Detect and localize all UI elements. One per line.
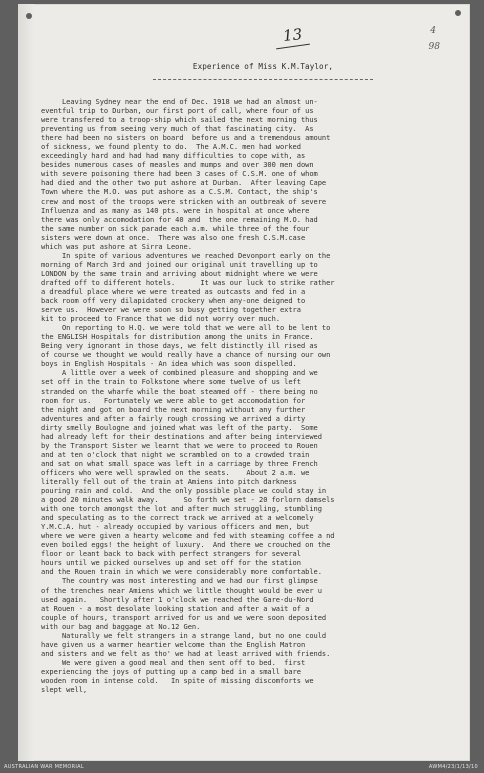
body-line: wooden room in intense cold. In spite of missing discomforts we [41,676,314,685]
footer-reference-code: AWM4/23/1/13/10 [428,764,478,770]
body-line: with our bag and baggage at No.12 Gen. [41,621,201,631]
body-line: stranded on the wharfe while the boat steamed off - there being no [41,386,318,396]
handwritten-underline [276,44,310,50]
body-line: used again. Shortly after 1 o'clock we reached the Gare-du-Nord [41,594,314,604]
body-line: morning of March 3rd and joined our original unit travelling up to [41,259,318,269]
body-line: Leaving Sydney near the end of Dec. 1918 we had an almost un- [41,97,318,106]
body-line: and the Rouen train in which we were considerably more comfortable. [41,567,322,577]
body-line: Influenza and as many as 140 pts. were in hospital at once where [41,205,310,215]
body-line: serve us. However we were soon so busy getting together extra [41,305,301,315]
body-line: We were given a good meal and then sent off to bed. first [41,657,306,667]
body-line: slept well, [41,685,88,695]
body-line: there had been no sisters on board before us and a tremendous amount [41,133,331,143]
body-line: kit to proceed to France that we did not worry over much. [41,314,280,324]
body-line: eventful trip to Durban, our first port of call, where four of us [41,106,314,116]
body-line: had died and the other two put ashore at Durban. After leaving Cape [41,178,327,188]
body-line: boys in English Hospitals - An idea which was soon dispelled. [41,359,297,369]
body-line: back room off very dilapidated crockery when any-one deigned to [41,296,306,306]
body-line: Town where the M.O. was put ashore as a C.S.M. Contact, the ship's [41,187,318,197]
body-line: the night and got on board the next morning without any further [41,404,306,414]
page-fold-shadow [18,4,34,761]
body-line: couple of hours, transport arrived for us and we were soon deposited [41,612,327,622]
body-line: were transfered to a troop-ship which sailed the next morning thus [41,115,318,125]
body-line: had already left for their destinations and after being interviewed [41,431,322,441]
body-line: experiencing the joys of putting up a camp bed in a small bare [41,666,301,676]
body-line: the ENGLISH Hospitals for distribution among the units in France. [41,332,314,342]
body-line: exceedingly hard and had had many difficulties to cope with, as [41,151,306,161]
folio-number-bottom: 98 [428,42,440,52]
handwritten-page-number: 13 [282,25,303,45]
body-line: Being very ignorant in those days, we felt distinctly ill rised as [41,341,318,351]
body-line: room for us. Fortunately we were able to get accomodation for [41,395,306,405]
body-line: a good 20 minutes walk away. So forth we set - 20 forlorn damsels [41,495,335,505]
title-underline [153,79,373,80]
body-line: at Rouen - a most desolate looking station and after a wait of a [41,603,310,613]
body-line: and sisters and we felt as tho' we had at least arrived with friends. [41,648,331,658]
typed-body-text [41,97,461,694]
body-line: A little over a week of combined pleasure and shopping and we [41,368,318,378]
body-line: of the trenches near Amiens which we little thought would be ever u [41,585,322,595]
body-line: even boiled eggs! the height of luxury. And there we crouched on the [41,540,331,550]
folio-number-top: 4 [430,26,436,36]
body-line: and sat on what small space was left in a carriage by three French [41,458,318,468]
document-title: Experience of Miss K.M.Taylor, [192,62,334,71]
body-line: On reporting to H.Q. we were told that we were all to be lent to [41,323,331,333]
footer-archive-name: AUSTRALIAN WAR MEMORIAL [4,764,84,770]
body-line: drafted off to different hotels. It was our luck to strike rather [41,277,335,287]
body-line: floor or leant back to back with perfect strangers for several [41,549,301,559]
body-line: by the Transport Sister we learnt that we were to proceed to Rouen [41,440,318,450]
body-line: LONDON by the same train and arriving about midnight where we were [41,268,318,278]
body-line: Naturally we felt strangers in a strange land, but no one could [41,630,327,640]
body-line: with severe poisoning there had been 3 cases of C.S.M. one of whom [41,169,318,179]
body-line: crew and most of the troops were stricken with an outbreak of severe [41,196,327,206]
body-line: hours until we picked ourselves up and set off for the station [41,558,301,568]
body-line: In spite of various adventures we reached Devonport early on the [41,250,331,260]
body-line: Y.M.C.A. hut - already occupied by various officers and men, but [41,522,310,532]
body-line: have given us a warmer heartier welcome than the English Matron [41,639,306,649]
body-line: a dreadful place where we were treated as outcasts and fed in a [41,286,306,296]
body-line: pouring rain and cold. And the only possible place we could stay in [41,486,327,496]
body-line: The country was most interesting and we had our first glimpse [41,576,318,586]
body-line: dirty smelly Boulogne and joined what was left of the party. Some [41,422,318,432]
body-line: set off in the train to Folkstone where some twelve of us left [41,377,301,387]
punch-hole [455,10,461,16]
body-line: with one torch amongst the lot and after much struggling, stumbling [41,504,322,514]
body-line: officers who were well sprawled on the seats. About 2 a.m. we [41,467,310,477]
body-line: and speculating as to the correct track we arrived at a welcomely [41,513,314,523]
body-line: which was put ashore at Sirra Leone. [41,241,192,251]
body-line: of sickness, we found plenty to do. The A.M.C. men had worked [41,142,301,152]
body-line: besides numerous cases of measles and mumps and over 300 men down [41,160,314,170]
body-line: and at ten o'clock that night we scrambled on to a crowded train [41,449,310,459]
body-line: adventures and after a fairly rough crossing we arrived a dirty [41,413,306,423]
body-line: preventing us from seeing very much of that fascinating city. As [41,124,314,134]
punch-hole [26,13,32,19]
body-line: where we were given a hearty welcome and fed with steaming coffee a nd [41,531,335,541]
body-line: literally fell out of the train at Amiens into pitch darkness [41,476,297,486]
body-line: sisters were down at once. There was also one fresh C.S.M.case [41,232,306,242]
body-line: there was only accomodation for 40 and the one remaining M.O. had [41,214,318,224]
body-line: the same number on sick parade each a.m. while three of the four [41,223,310,233]
body-line: of course we thought we would really have a chance of nursing our own [41,350,331,360]
